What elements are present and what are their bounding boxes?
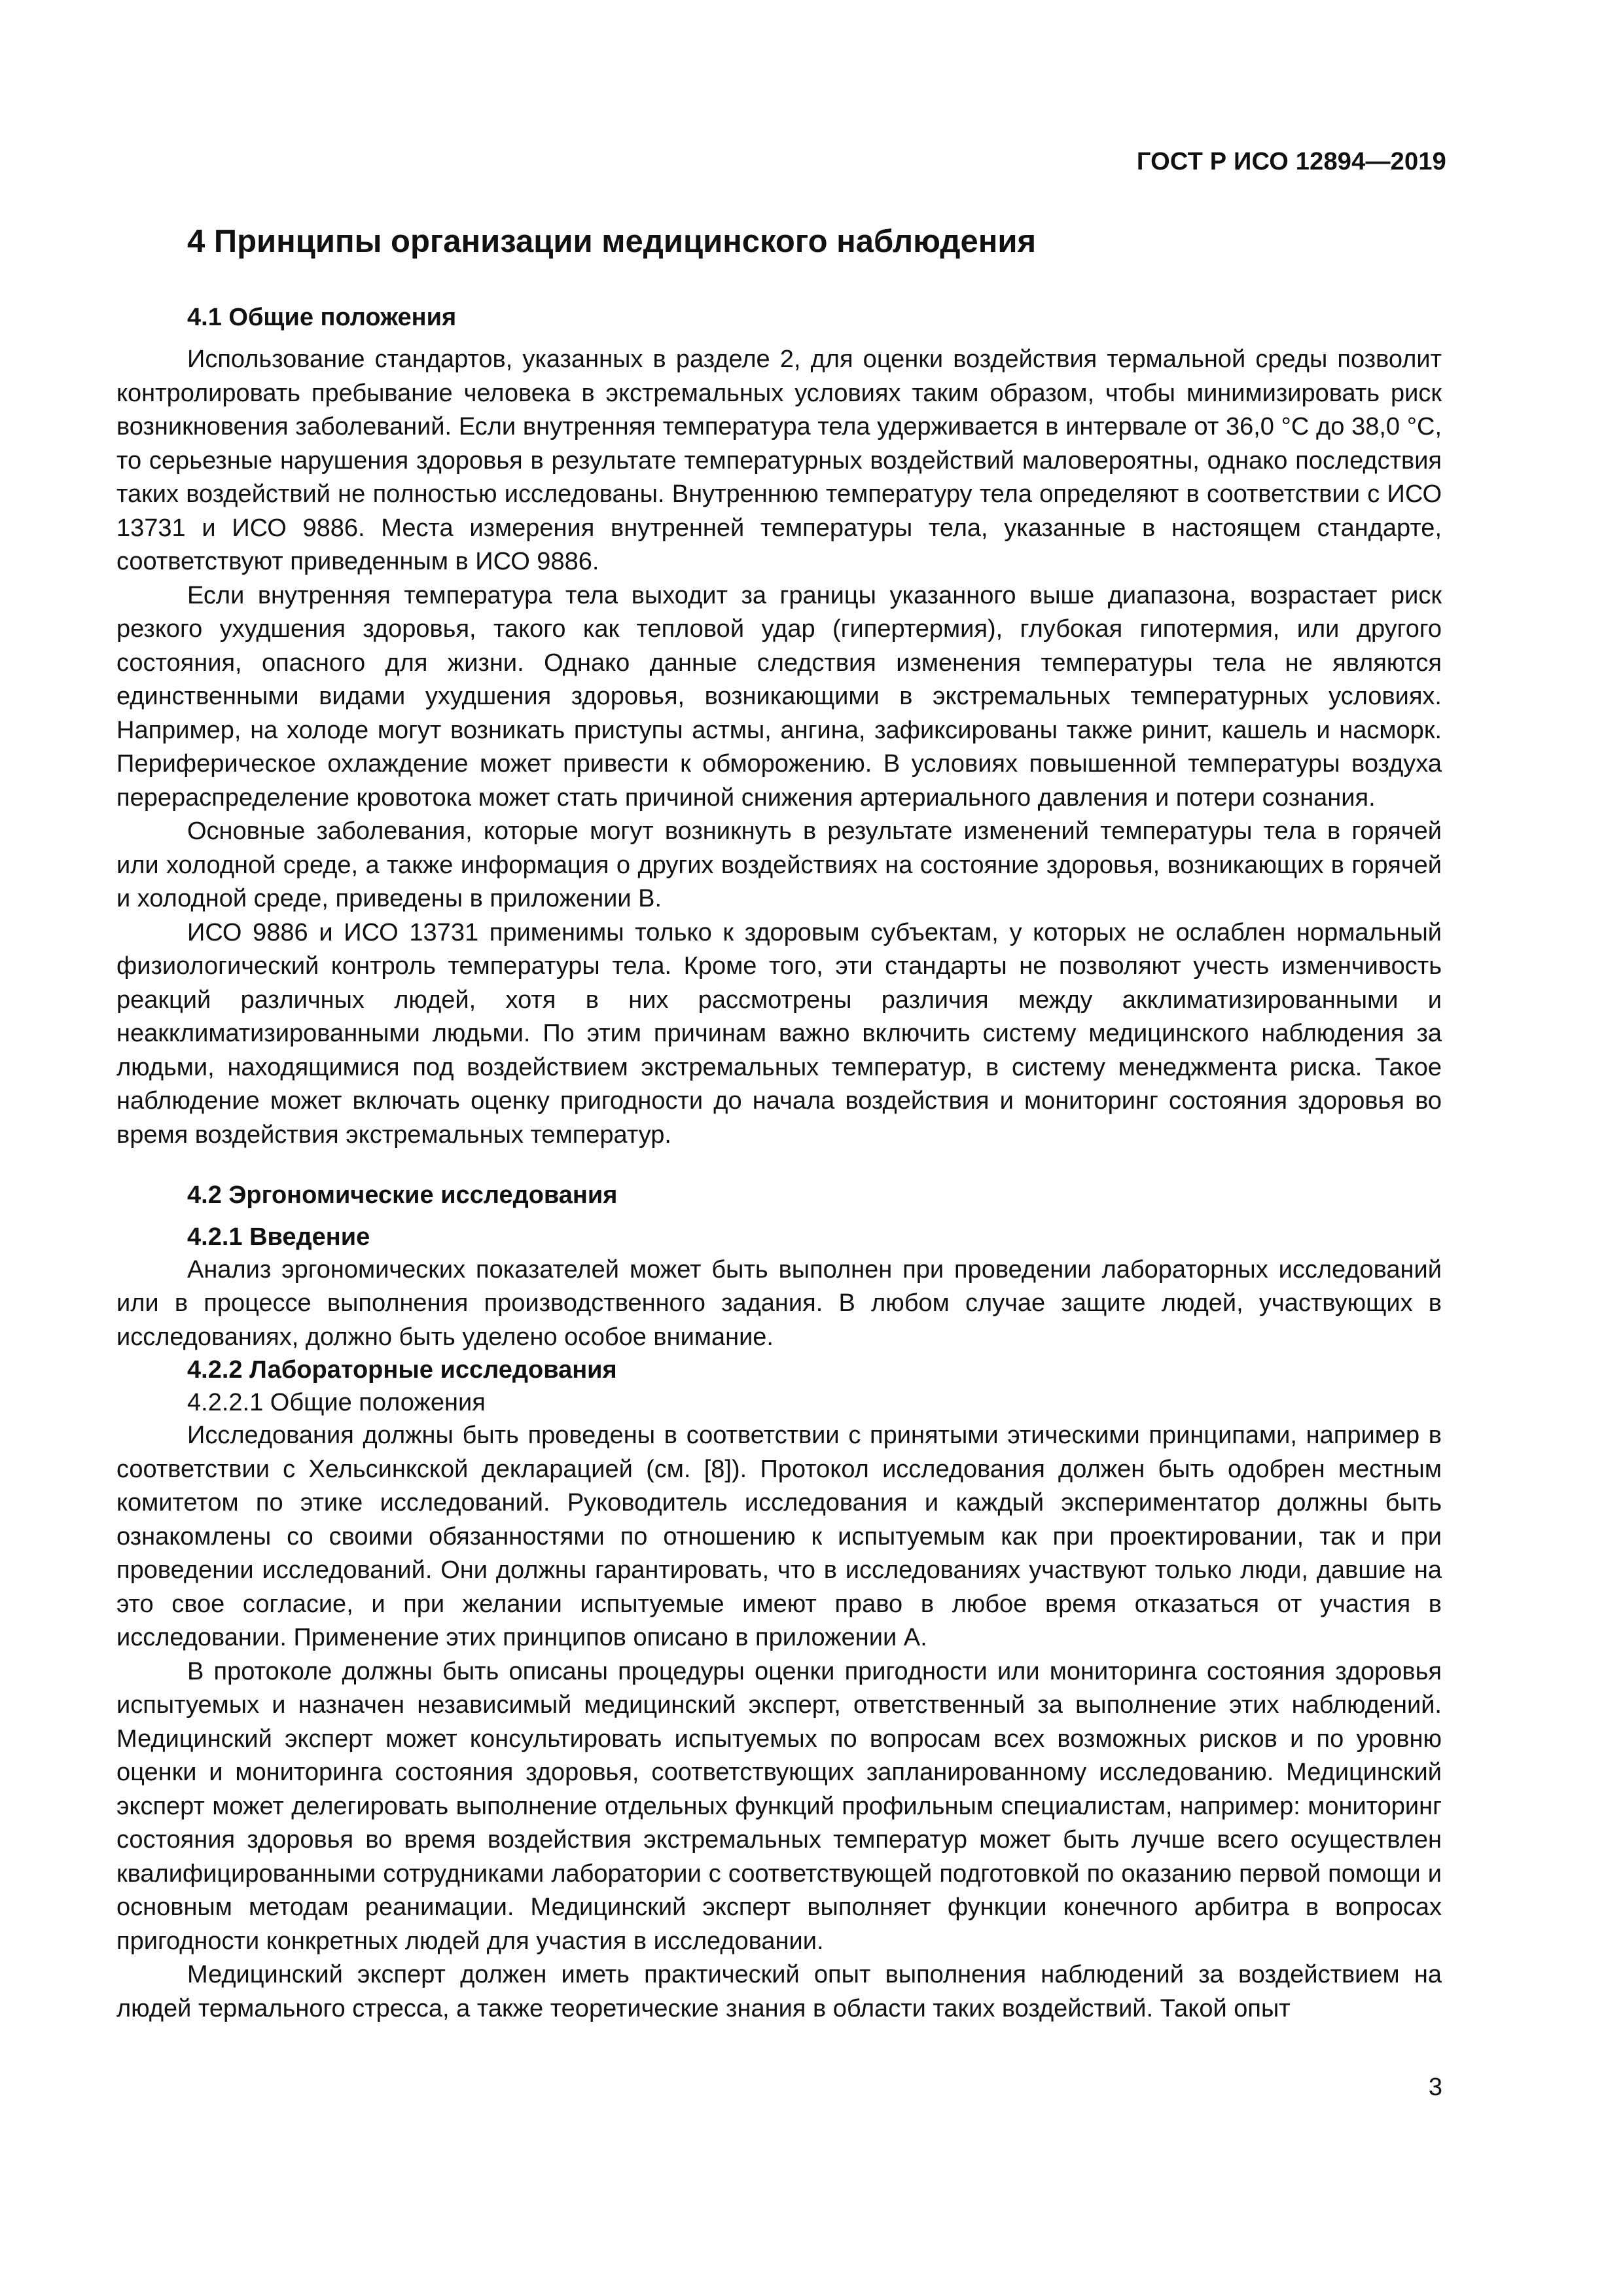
paragraph: В протоколе должны быть описаны процедуры оценки пригодности или мониторинга состояния здоровья испытуемых и назначен независимый медицинский эксперт, ответственный за выполнение этих наблюдений. Медицинский эксперт может консультировать испытуемых по вопросам всех возможных рисков и по уровню оценки и мониторинга состояния здоровья, соответствующих запланированному исследованию. Медицинский эксперт может делегировать выполнение отдельных функций профильным специалистам, например: мониторинг состояния здоровья во время воздействия экстремальных температур может быть лучше всего осуществлен квалифицированными сотрудниками лаборатории с соответствующей подготовкой по оказанию первой помощи и основным методам реанимации. Медицинский эксперт выполняет функции конечного арбитра в вопросах пригодности конкретных людей для участия в исследовании. bbox=[116, 1657, 1442, 1955]
section-4-2-2-title: 4.2.2 Лабораторные исследования bbox=[187, 1356, 617, 1384]
section-4-2-title: 4.2 Эргономические исследования bbox=[187, 1181, 618, 1210]
section-4-1-title: 4.1 Общие положения bbox=[187, 303, 457, 331]
paragraph: Медицинский эксперт должен иметь практический опыт выполнения наблюдений за воздействием на людей термального стресса, а также теоретические знания в области таких воздействий. Такой опыт bbox=[116, 1961, 1442, 2022]
paragraph: Если внутренняя температура тела выходит за границы указанного выше диапазона, возрастает риск резкого ухудшения здоровья, такого как тепловой удар (гипертермия), глубокая гипотермия, или другого состояния, опасного для жизни. Однако данные следствия изменения температуры тела не являются единственными видами ухудшения здоровья, возникающими в экстремальных температурных условиях. Например, на холоде могут возникать приступы астмы, ангина, зафиксированы также ринит, кашель и насморк. Периферическое охлаждение может привести к обморожению. В условиях повышенной температуры воздуха перераспределение кровотока может стать причиной снижения артериального давления и потери сознания. bbox=[116, 581, 1442, 812]
section-4-2-2-1-title: 4.2.2.1 Общие положения bbox=[187, 1388, 486, 1416]
document-code-header: ГОСТ Р ИСО 12894—2019 bbox=[1136, 148, 1446, 175]
page-number: 3 bbox=[1428, 2073, 1442, 2101]
paragraph: Основные заболевания, которые могут возникнуть в результате изменений температуры тела в горячей или холодной среде, а также информация о других воздействиях на состояние здоровья, возникающих в горячей и холодной среде, приведены в приложении В. bbox=[116, 817, 1442, 913]
paragraph: ИСО 9886 и ИСО 13731 применимы только к здоровым субъектам, у которых не ослаблен нормальный физиологический контроль температуры тела. Кроме того, эти стандарты не позволяют учесть изменчивость реакций различных людей, хотя в них рассмотрены различия между акклиматизированными и неакклиматизированными людьми. По этим причинам важно включить систему медицинского наблюдения за людьми, находящимися под воздействием экстремальных температур, в систему менеджмента риска. Такое наблюдение может включать оценку пригодности до начала воздействия и мониторинг состояния здоровья во время воздействия экстремальных температур. bbox=[116, 918, 1442, 1149]
paragraph: Анализ эргономических показателей может быть выполнен при проведении лабораторных исследований или в процессе выполнения производственного задания. В любом случае защите людей, участвующих в исследованиях, должно быть уделено особое внимание. bbox=[116, 1255, 1442, 1351]
section-4-2-1-title: 4.2.1 Введение bbox=[187, 1223, 370, 1251]
section-4-title: 4 Принципы организации медицинского наблюдения bbox=[187, 224, 1037, 259]
paragraph: Исследования должны быть проведены в соответствии с принятыми этическими принципами, например в соответствии с Хельсинкской декларацией (см. [8]). Протокол исследования должен быть одобрен местным комитетом по этике исследований. Руководитель исследования и каждый экспериментатор должны быть ознакомлены со своими обязанностями по отношению к испытуемым как при проектировании, так и при проведении исследований. Они должны гарантировать, что в исследованиях участвуют только люди, давшие на это свое согласие, и при желании испытуемые имеют право в любое время отказаться от участия в исследовании. Применение этих принципов описано в приложении А. bbox=[116, 1422, 1442, 1652]
page-content bbox=[116, 223, 1442, 2026]
paragraph: Использование стандартов, указанных в разделе 2, для оценки воздействия термальной среды позволит контролировать пребывание человека в экстремальных условиях таким образом, чтобы минимизировать риск возникновения заболеваний. Если внутренняя температура тела удерживается в интервале от 36,0 °C до 38,0 °C, то серьезные нарушения здоровья в результате температурных воздействий маловероятны, однако последствия таких воздействий не полностью исследованы. Внутреннюю температуру тела определяют в соответствии с ИСО 13731 и ИСО 9886. Места измерения внутренней температуры тела, указанные в настоящем стандарте, соответствуют приведенным в ИСО 9886. bbox=[116, 346, 1442, 576]
